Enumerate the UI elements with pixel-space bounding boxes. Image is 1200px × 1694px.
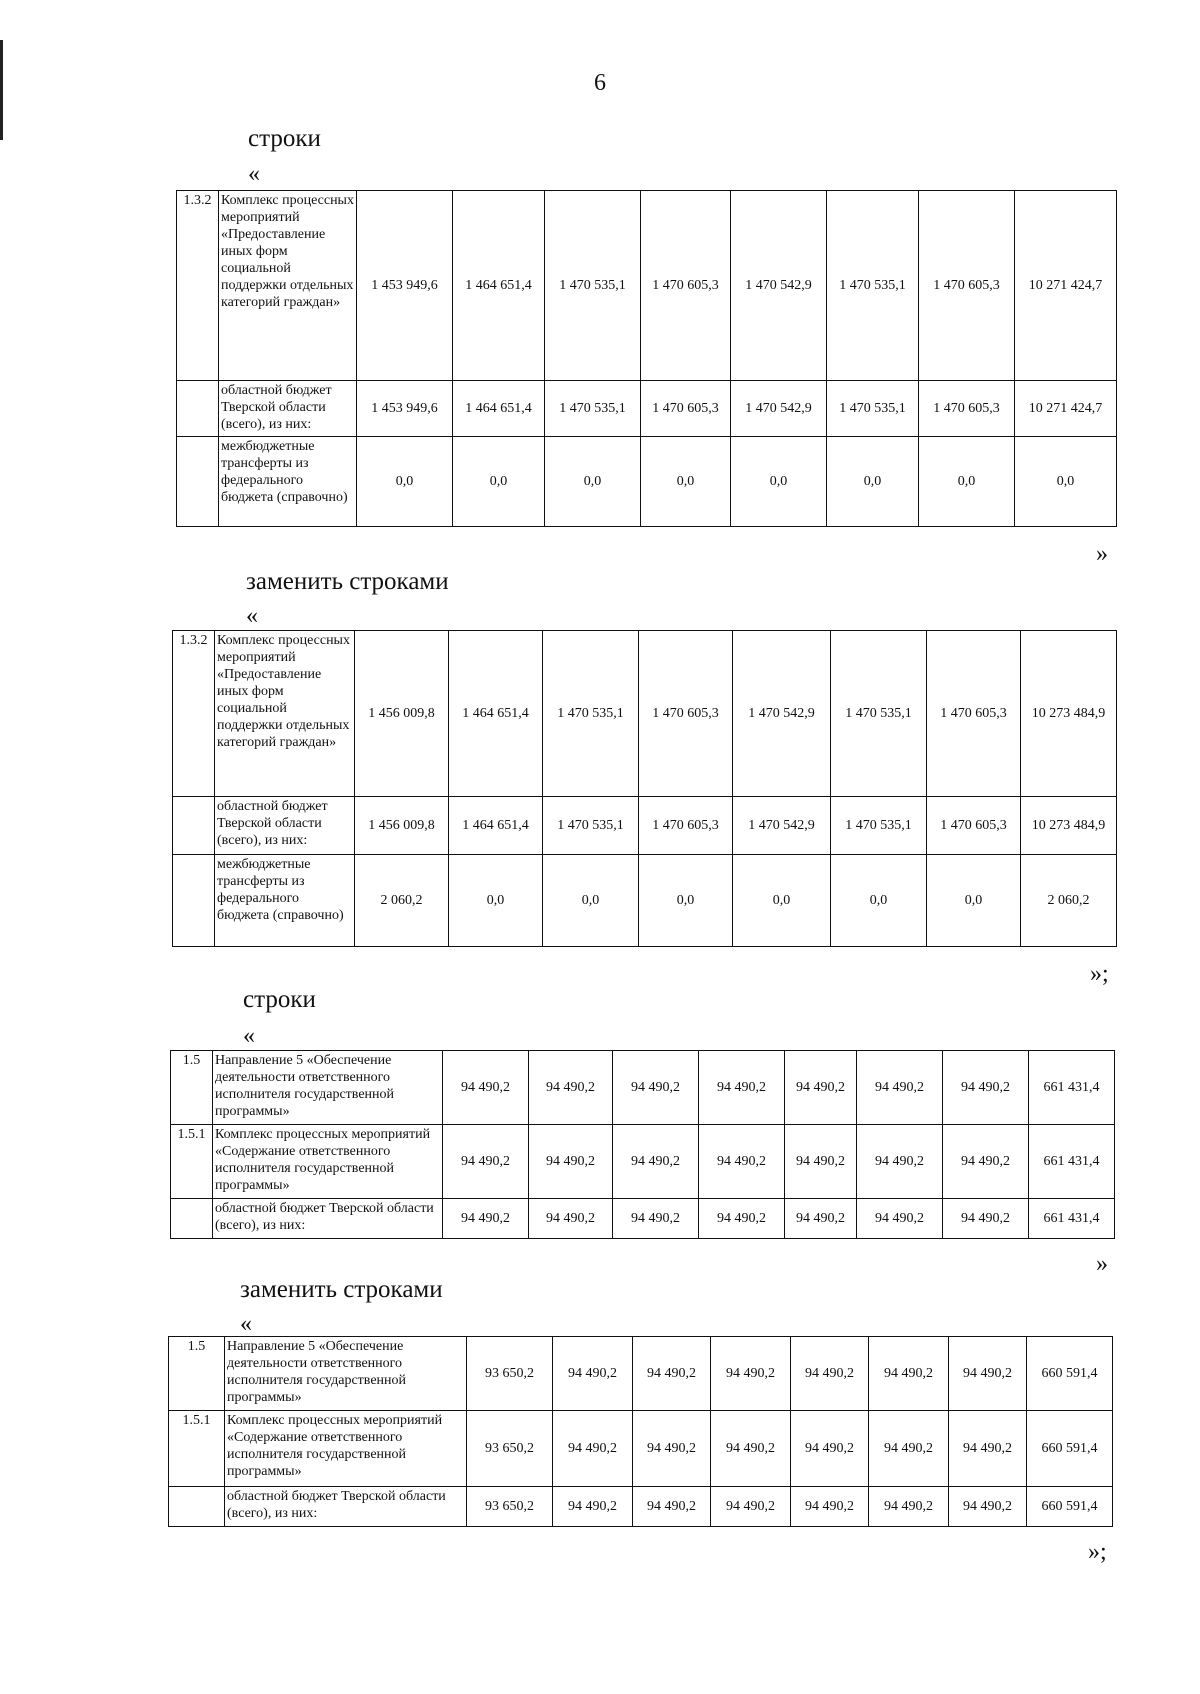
row-number-cell [173,797,215,855]
row-number-cell [177,437,219,527]
value-cell: 93 650,2 [467,1487,553,1527]
row-name-cell: Комплекс процессных мероприятий «Содержание ответственного исполнителя государственной программы» [225,1411,467,1487]
row-number-cell [177,381,219,437]
value-cell: 94 490,2 [553,1487,633,1527]
row-number-cell: 1.3.2 [177,191,219,381]
value-cell: 1 470 605,3 [927,797,1021,855]
value-cell: 10 271 424,7 [1015,381,1117,437]
value-cell: 0,0 [731,437,827,527]
value-cell: 1 470 605,3 [641,191,731,381]
value-cell: 0,0 [545,437,641,527]
value-cell: 1 470 535,1 [543,797,639,855]
value-cell: 1 470 535,1 [545,381,641,437]
page-number: 6 [594,70,606,96]
table-row [171,1199,1115,1239]
table-row [173,797,1117,855]
value-cell: 1 464 651,4 [449,797,543,855]
value-cell: 94 490,2 [785,1051,857,1125]
block4-table [168,1336,1113,1527]
value-cell: 661 431,4 [1029,1199,1115,1239]
block4-close-quote: »; [1088,1539,1107,1565]
row-name-cell: Направление 5 «Обеспечение деятельности ответственного исполнителя государственной программы» [213,1051,443,1125]
value-cell: 93 650,2 [467,1337,553,1411]
value-cell: 661 431,4 [1029,1051,1115,1125]
value-cell: 94 490,2 [785,1199,857,1239]
value-cell: 0,0 [1015,437,1117,527]
value-cell: 94 490,2 [943,1125,1029,1199]
value-cell: 660 591,4 [1027,1411,1113,1487]
row-number-cell: 1.3.2 [173,631,215,797]
block2-open-quote: « [246,603,258,629]
value-cell: 1 470 535,1 [831,797,927,855]
table-row [177,191,1117,381]
block2-heading: заменить строками [246,568,449,595]
block1-heading: строки [248,125,321,152]
value-cell: 94 490,2 [949,1487,1027,1527]
value-cell: 94 490,2 [791,1487,869,1527]
row-number-cell [173,855,215,947]
value-cell: 0,0 [639,855,733,947]
table-row [177,437,1117,527]
value-cell: 0,0 [453,437,545,527]
row-name-cell: Направление 5 «Обеспечение деятельности ответственного исполнителя государственной программы» [225,1337,467,1411]
value-cell: 94 490,2 [443,1199,529,1239]
value-cell: 94 490,2 [613,1125,699,1199]
value-cell: 0,0 [927,855,1021,947]
value-cell: 1 470 535,1 [543,631,639,797]
value-cell: 1 470 535,1 [827,191,919,381]
table-row [173,631,1117,797]
block4-heading: заменить строками [240,1276,443,1303]
table-row [169,1337,1113,1411]
row-name-cell: Комплекс процессных мероприятий «Предоставление иных форм социальной поддержки отдельных категорий граждан» [219,191,357,381]
value-cell: 94 490,2 [633,1411,711,1487]
row-number-cell: 1.5 [171,1051,213,1125]
value-cell: 0,0 [919,437,1015,527]
value-cell: 0,0 [831,855,927,947]
value-cell: 1 470 542,9 [733,631,831,797]
value-cell: 94 490,2 [791,1411,869,1487]
table-row [169,1487,1113,1527]
value-cell: 94 490,2 [869,1487,949,1527]
value-cell: 660 591,4 [1027,1487,1113,1527]
value-cell: 94 490,2 [553,1411,633,1487]
value-cell: 94 490,2 [785,1125,857,1199]
value-cell: 94 490,2 [613,1199,699,1239]
row-name-cell: областной бюджет Тверской области (всего), из них: [225,1487,467,1527]
table-row [177,381,1117,437]
value-cell: 1 453 949,6 [357,191,453,381]
value-cell: 1 453 949,6 [357,381,453,437]
value-cell: 1 470 542,9 [733,797,831,855]
row-number-cell [169,1487,225,1527]
row-number-cell [171,1199,213,1239]
value-cell: 0,0 [449,855,543,947]
block3-close-quote: » [1096,1251,1108,1277]
row-name-cell: Комплекс процессных мероприятий «Содержание ответственного исполнителя государственной программы» [213,1125,443,1199]
row-name-cell: Комплекс процессных мероприятий «Предоставление иных форм социальной поддержки отдельных категорий граждан» [215,631,355,797]
value-cell: 1 470 542,9 [731,191,827,381]
value-cell: 2 060,2 [1021,855,1117,947]
value-cell: 94 490,2 [857,1051,943,1125]
value-cell: 0,0 [641,437,731,527]
table-row [171,1051,1115,1125]
value-cell: 1 464 651,4 [453,191,545,381]
value-cell: 94 490,2 [443,1051,529,1125]
row-name-cell: межбюджетные трансферты из федерального бюджета (справочно) [215,855,355,947]
value-cell: 94 490,2 [699,1199,785,1239]
row-name-cell: областной бюджет Тверской области (всего), из них: [213,1199,443,1239]
value-cell: 94 490,2 [711,1411,791,1487]
value-cell: 94 490,2 [633,1337,711,1411]
table-row [169,1411,1113,1487]
value-cell: 660 591,4 [1027,1337,1113,1411]
value-cell: 94 490,2 [529,1125,613,1199]
row-number-cell: 1.5.1 [171,1125,213,1199]
value-cell: 94 490,2 [857,1199,943,1239]
row-name-cell: областной бюджет Тверской области (всего), из них: [219,381,357,437]
value-cell: 94 490,2 [949,1337,1027,1411]
row-name-cell: областной бюджет Тверской области (всего), из них: [215,797,355,855]
value-cell: 94 490,2 [699,1051,785,1125]
value-cell: 1 464 651,4 [453,381,545,437]
value-cell: 1 470 605,3 [927,631,1021,797]
block3-table [170,1050,1115,1239]
value-cell: 1 470 535,1 [827,381,919,437]
block4-open-quote: « [240,1311,252,1337]
value-cell: 94 490,2 [443,1125,529,1199]
value-cell: 94 490,2 [613,1051,699,1125]
block2-table [172,630,1117,947]
value-cell: 661 431,4 [1029,1125,1115,1199]
value-cell: 94 490,2 [943,1051,1029,1125]
block1-close-quote: » [1096,541,1108,567]
value-cell: 0,0 [357,437,453,527]
value-cell: 94 490,2 [711,1487,791,1527]
value-cell: 1 456 009,8 [355,631,449,797]
value-cell: 94 490,2 [711,1337,791,1411]
block3-open-quote: « [243,1023,255,1049]
value-cell: 93 650,2 [467,1411,553,1487]
value-cell: 10 273 484,9 [1021,631,1117,797]
value-cell: 2 060,2 [355,855,449,947]
value-cell: 1 456 009,8 [355,797,449,855]
value-cell: 94 490,2 [857,1125,943,1199]
value-cell: 1 470 605,3 [639,797,733,855]
value-cell: 94 490,2 [699,1125,785,1199]
value-cell: 1 470 535,1 [545,191,641,381]
value-cell: 94 490,2 [949,1411,1027,1487]
value-cell: 0,0 [733,855,831,947]
value-cell: 1 470 535,1 [831,631,927,797]
block2-close-quote: »; [1090,961,1109,987]
value-cell: 0,0 [543,855,639,947]
value-cell: 94 490,2 [633,1487,711,1527]
value-cell: 94 490,2 [529,1199,613,1239]
value-cell: 1 470 605,3 [919,381,1015,437]
table-row [171,1125,1115,1199]
row-name-cell: межбюджетные трансферты из федерального бюджета (справочно) [219,437,357,527]
row-number-cell: 1.5.1 [169,1411,225,1487]
value-cell: 1 470 605,3 [641,381,731,437]
value-cell: 94 490,2 [943,1199,1029,1239]
value-cell: 10 271 424,7 [1015,191,1117,381]
value-cell: 1 470 605,3 [639,631,733,797]
block1-open-quote: « [248,161,260,187]
value-cell: 94 490,2 [529,1051,613,1125]
value-cell: 10 273 484,9 [1021,797,1117,855]
block1-table [176,190,1117,527]
table-row [173,855,1117,947]
value-cell: 1 464 651,4 [449,631,543,797]
value-cell: 94 490,2 [791,1337,869,1411]
block3-heading: строки [243,986,316,1013]
value-cell: 94 490,2 [869,1411,949,1487]
value-cell: 94 490,2 [869,1337,949,1411]
row-number-cell: 1.5 [169,1337,225,1411]
value-cell: 1 470 605,3 [919,191,1015,381]
value-cell: 0,0 [827,437,919,527]
value-cell: 94 490,2 [553,1337,633,1411]
value-cell: 1 470 542,9 [731,381,827,437]
